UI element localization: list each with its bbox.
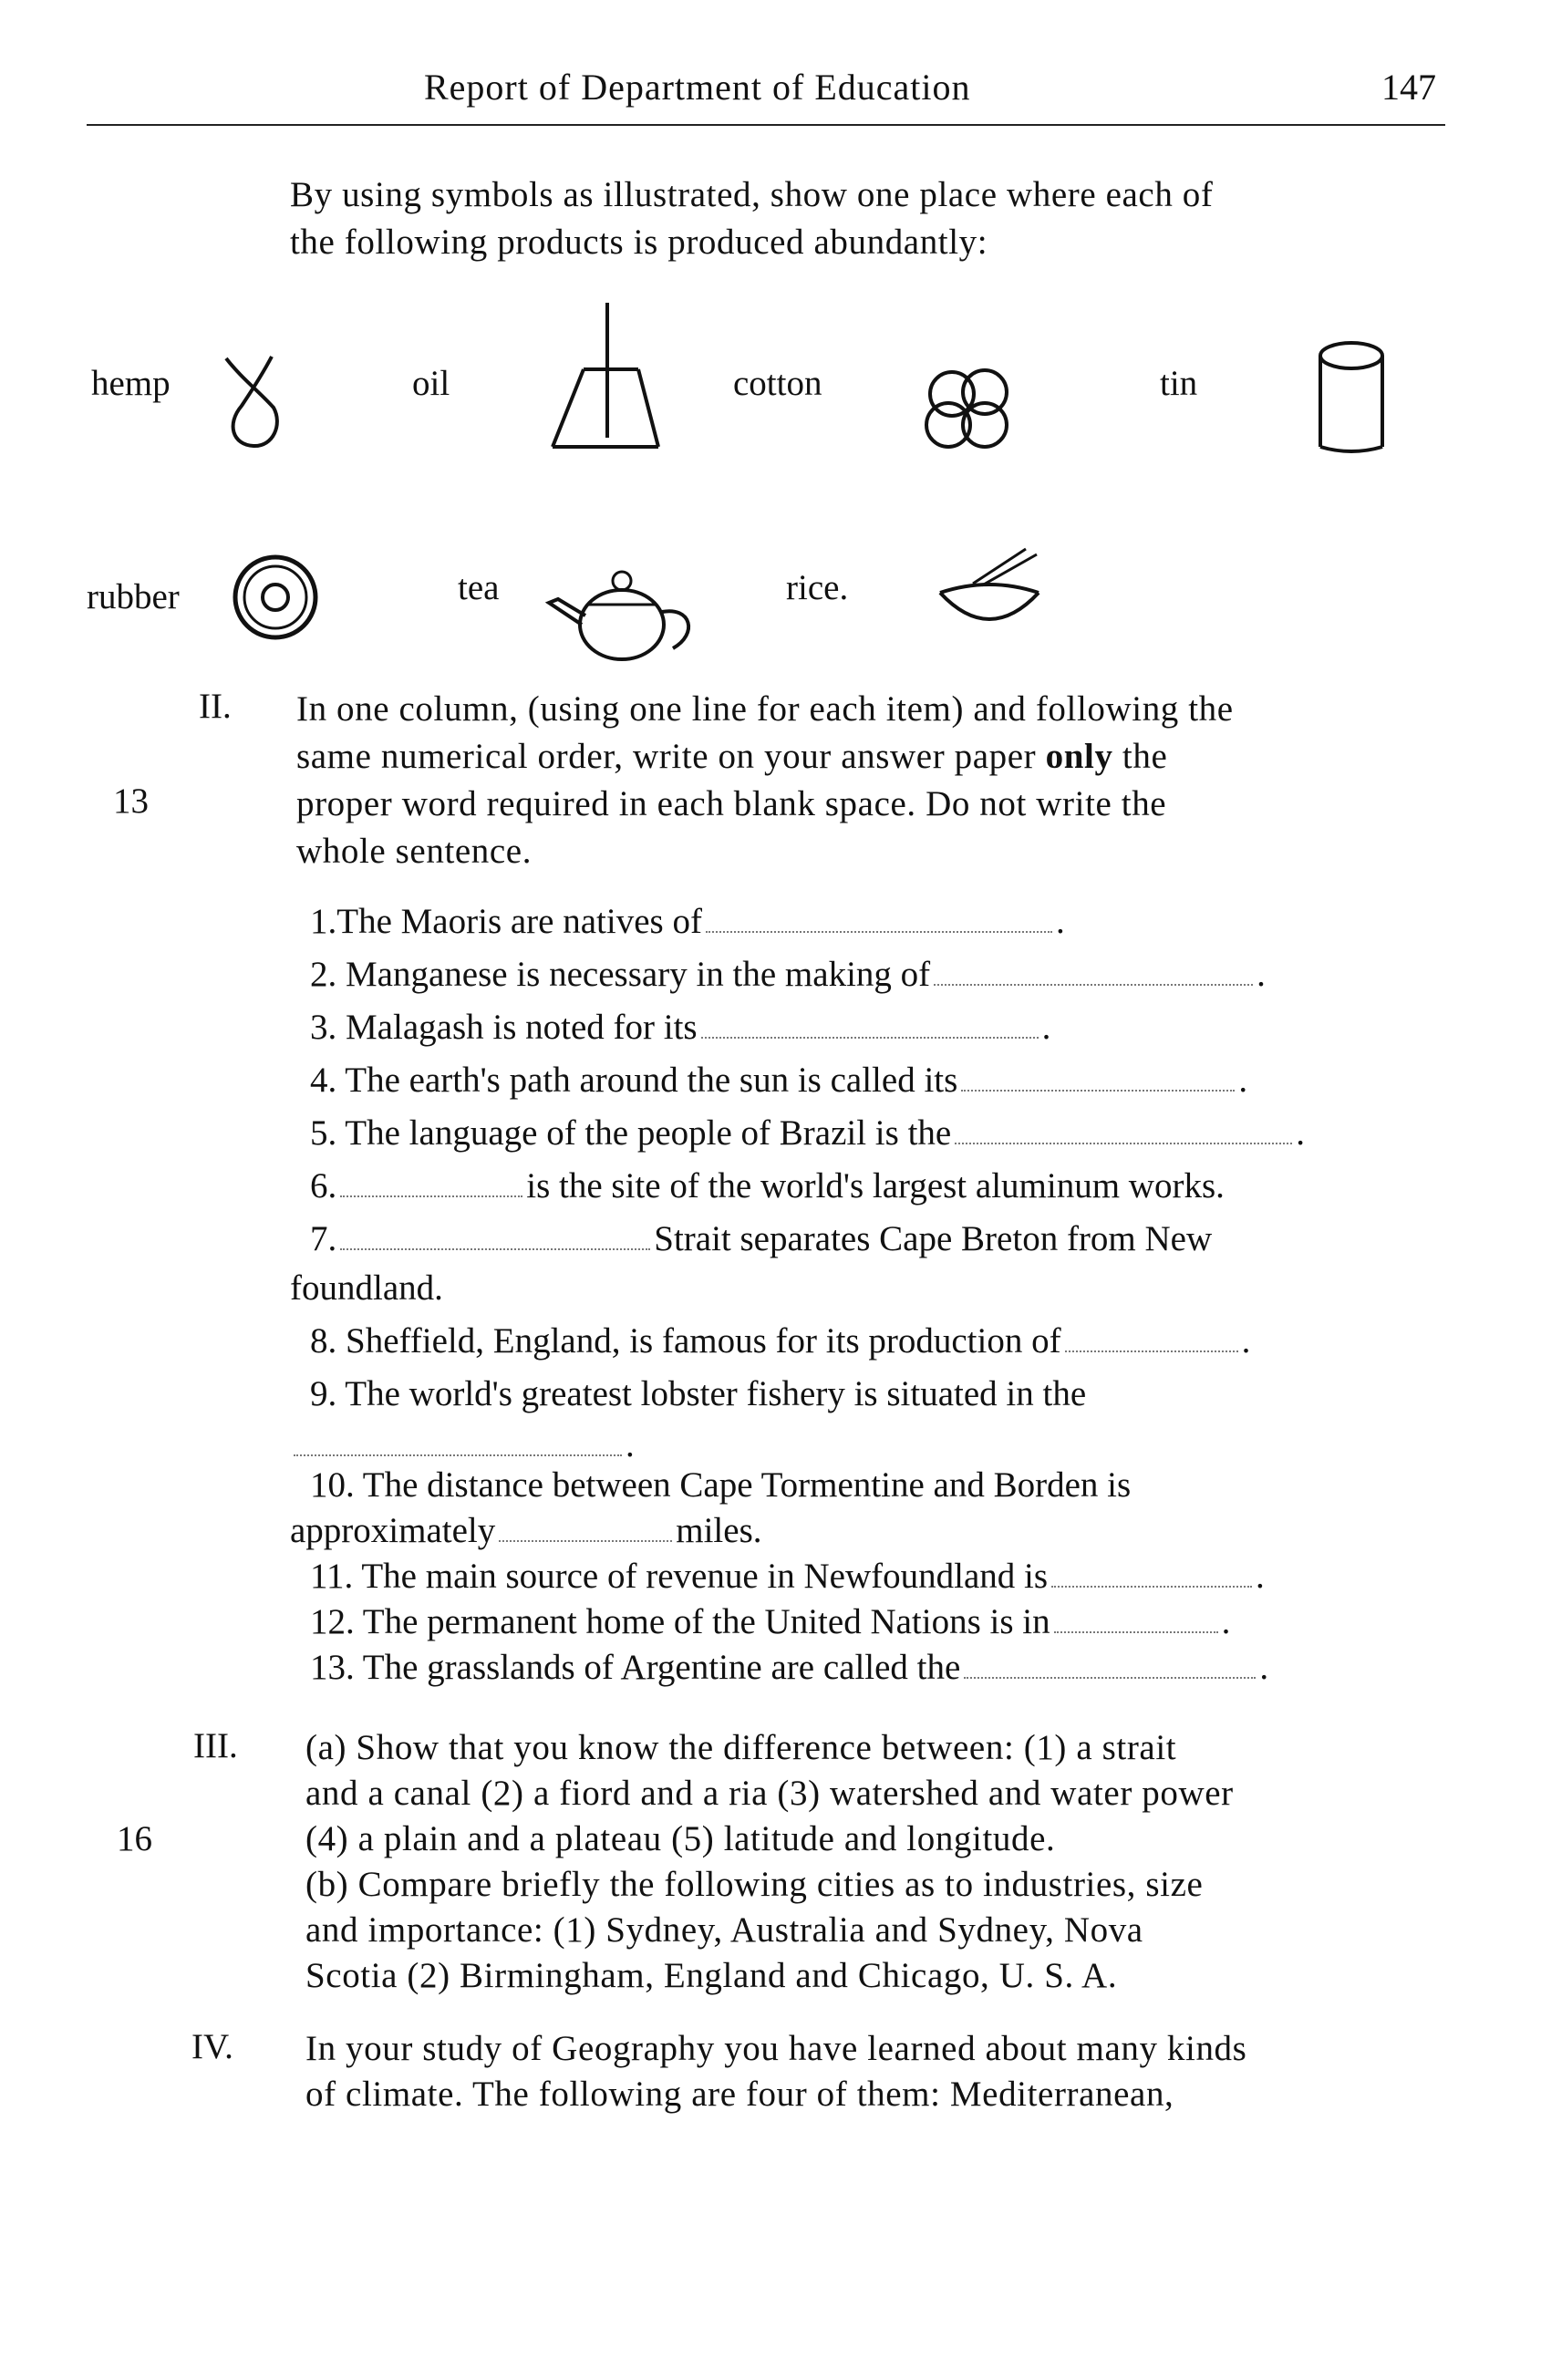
question-3-number: III. — [193, 1726, 238, 1765]
question-2-number: II. — [199, 687, 232, 726]
fill-blank-item-9-continued: . — [290, 1424, 635, 1465]
answer-blank — [964, 1650, 1256, 1679]
fill-blank-item-11: 11. The main source of revenue in Newfoundland is . — [310, 1557, 1265, 1596]
page-number: 147 — [1381, 67, 1436, 108]
question-2-instructions — [296, 686, 1450, 875]
q3-line-2: and a canal (2) a fiord and a ria (3) watershed and water power — [305, 1774, 1234, 1813]
teapot-icon — [545, 561, 700, 670]
q3-line-5: and importance: (1) Sydney, Australia and Sydney, Nova — [305, 1910, 1143, 1950]
oil-derrick-icon — [547, 301, 666, 456]
page-header — [87, 66, 1445, 120]
q3-line-4: (b) Compare briefly the following cities as to industries, size — [305, 1865, 1204, 1904]
answer-blank — [294, 1427, 622, 1456]
answer-blank — [340, 1168, 522, 1197]
symbol-label-tea: tea — [458, 568, 500, 607]
question-3-text — [305, 1725, 1454, 1999]
question-4-text — [305, 2026, 1454, 2117]
symbol-label-cotton: cotton — [733, 364, 822, 403]
answer-blank — [1065, 1323, 1238, 1352]
answer-blank — [499, 1513, 672, 1542]
q2-line-3: proper word required in each blank space. Do not write the — [296, 784, 1167, 823]
symbol-label-rice: rice. — [786, 568, 849, 607]
cotton-boll-icon — [919, 365, 1019, 456]
fill-blank-item-6: 6. is the site of the world's largest aluminum works. — [310, 1166, 1225, 1206]
q2-line-2: same numerical order, write on your answer paper only the — [296, 737, 1168, 776]
q2-line-4: whole sentence. — [296, 832, 533, 871]
answer-blank — [340, 1221, 650, 1250]
header-title: Report of Department of Education — [424, 67, 971, 108]
fill-blank-item-10: 10. The distance between Cape Tormentine and Borden is — [310, 1465, 1132, 1505]
answer-blank — [934, 957, 1253, 986]
fill-blank-item-1: 1.The Maoris are natives of . — [310, 902, 1065, 941]
hemp-icon — [219, 351, 283, 451]
answer-blank — [955, 1115, 1292, 1144]
fill-blank-item-9: 9. The world's greatest lobster fishery is situated in the — [310, 1374, 1087, 1413]
emphasis-only: only — [1045, 737, 1113, 776]
q4-line-2: of climate. The following are four of them: Mediterranean, — [305, 2075, 1174, 2114]
answer-blank — [1051, 1558, 1252, 1588]
q4-line-1: In your study of Geography you have learned about many kinds — [305, 2029, 1247, 2068]
symbol-label-rubber: rubber — [87, 577, 180, 616]
question-4-number: IV. — [191, 2027, 233, 2066]
symbol-label-hemp: hemp — [91, 364, 171, 403]
answer-blank — [706, 904, 1052, 933]
fill-blank-item-7-continued: foundland. — [290, 1268, 443, 1308]
fill-blank-item-2: 2. Manganese is necessary in the making of . — [310, 955, 1266, 994]
fill-blank-item-13: 13. The grasslands of Argentine are called the . — [310, 1648, 1269, 1687]
fill-blank-item-3: 3. Malagash is noted for its . — [310, 1008, 1051, 1047]
tin-can-icon — [1315, 339, 1388, 458]
question-3-marks: 16 — [117, 1819, 152, 1858]
intro-line-2: the following products is produced abundantly: — [290, 222, 988, 262]
q3-line-3: (4) a plain and a plateau (5) latitude and longitude. — [305, 1819, 1056, 1858]
q2-line-1: In one column, (using one line for each item) and following the — [296, 689, 1234, 729]
header-rule — [87, 124, 1445, 126]
fill-blank-item-8: 8. Sheffield, England, is famous for its production of . — [310, 1321, 1251, 1361]
intro-line-1: By using symbols as illustrated, show one place where each of — [290, 175, 1214, 214]
q3-line-1: (a) Show that you know the difference between: (1) a strait — [305, 1728, 1177, 1767]
rubber-tire-icon — [230, 552, 321, 643]
fill-blank-item-5: 5. The language of the people of Brazil is the . — [310, 1113, 1305, 1153]
fill-blank-item-7: 7. Strait separates Cape Breton from New — [310, 1219, 1213, 1258]
fill-blank-item-4: 4. The earth's path around the sun is called its . — [310, 1061, 1248, 1100]
symbol-label-oil: oil — [412, 364, 450, 403]
symbol-label-tin: tin — [1160, 364, 1198, 403]
answer-blank — [701, 1009, 1039, 1039]
question-2-marks: 13 — [113, 781, 149, 821]
fill-blank-item-12: 12. The permanent home of the United Nations is in . — [310, 1602, 1231, 1641]
answer-blank — [961, 1062, 1235, 1092]
q3-line-6: Scotia (2) Birmingham, England and Chicago, U. S. A. — [305, 1956, 1118, 1995]
fill-blank-item-10-continued: approximately miles. — [290, 1511, 762, 1550]
rice-bowl-icon — [935, 545, 1044, 636]
answer-blank — [1054, 1604, 1218, 1633]
intro-paragraph — [290, 171, 1466, 266]
